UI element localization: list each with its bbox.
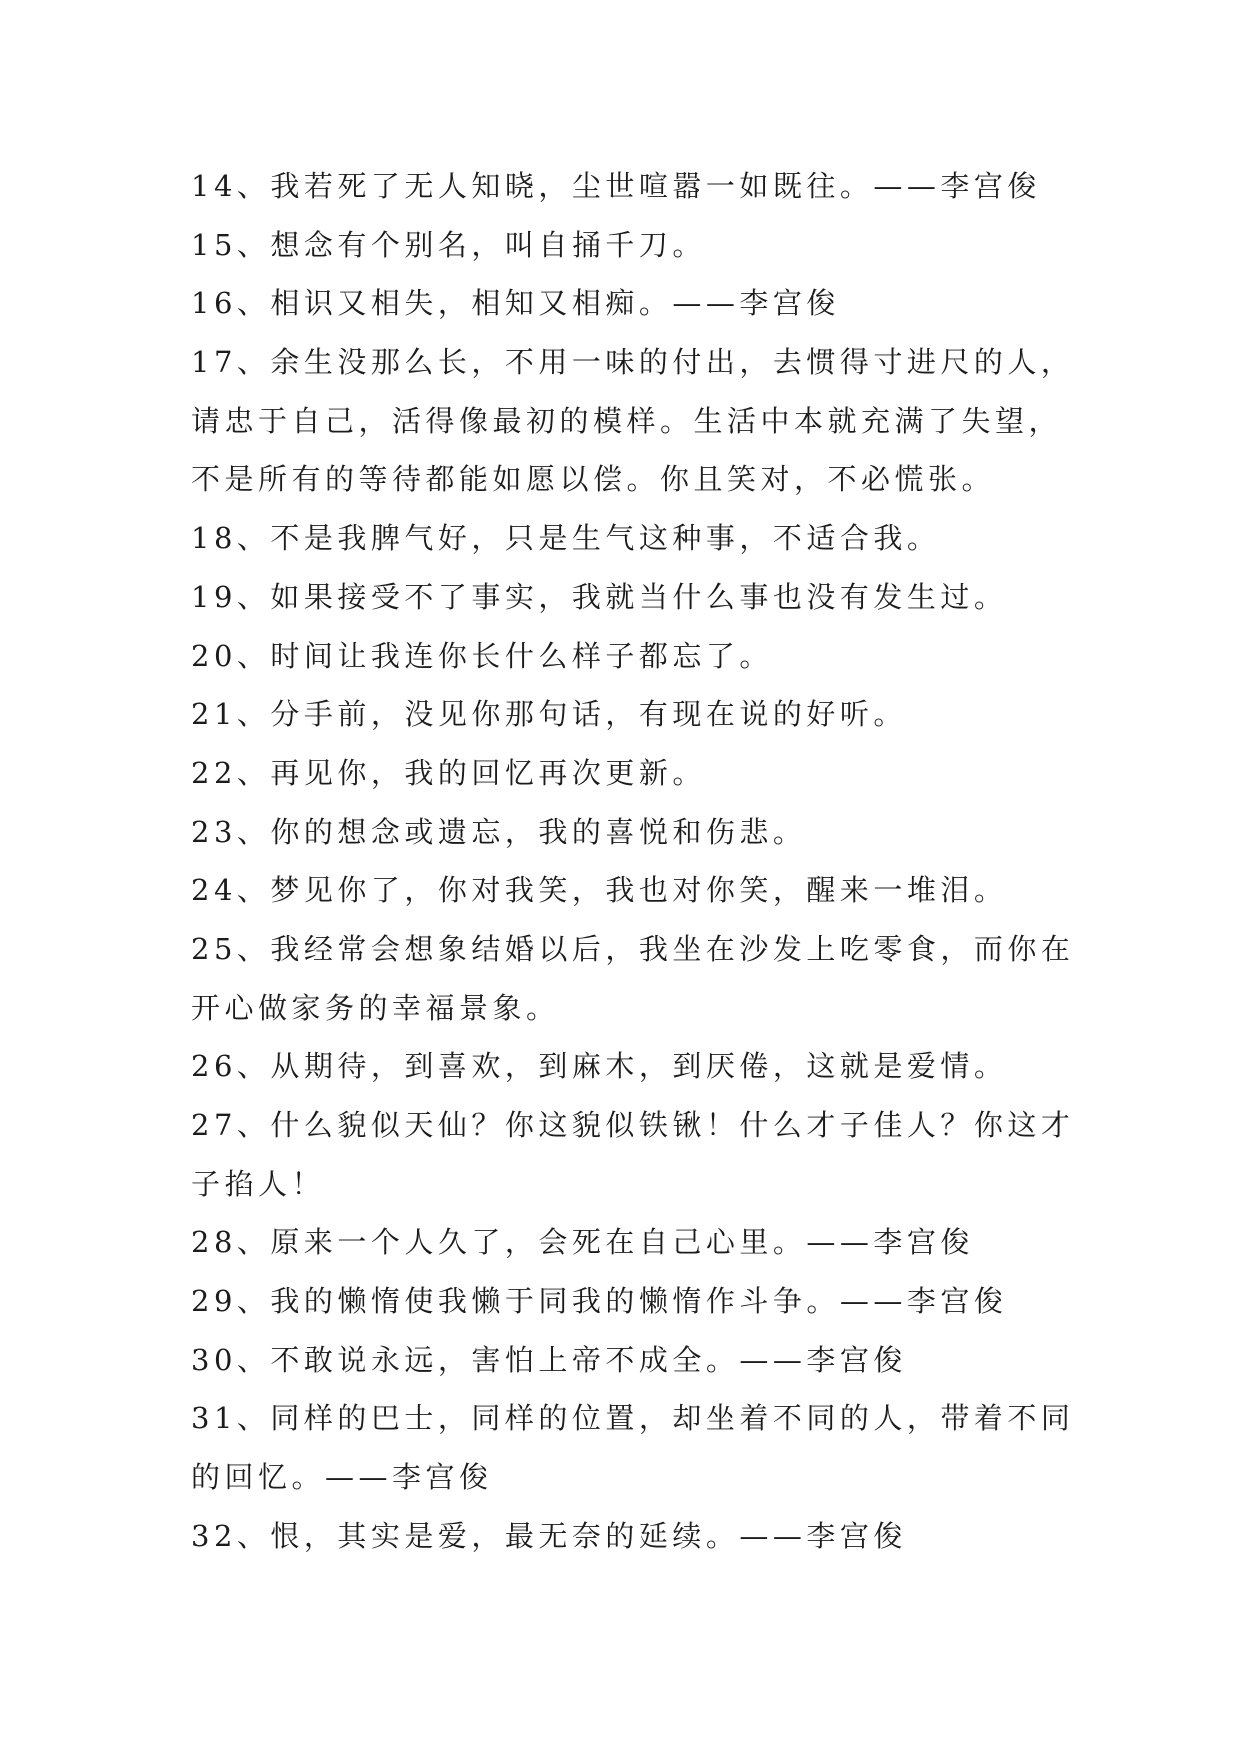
quote-item-28: [191, 1213, 1191, 1272]
quote-line: 开心做家务的幸福景象。: [191, 990, 560, 1025]
quote-item-21: [191, 685, 1191, 744]
quote-line: 32、恨，其实是爱，最无奈的延续。——李宫俊: [191, 1518, 907, 1553]
quote-line: 17、余生没那么长，不用一味的付出，去惯得寸进尺的人，: [191, 345, 1075, 380]
quote-item-17: [191, 333, 1191, 509]
quote-item-32: [191, 1507, 1191, 1566]
quote-item-30: [191, 1331, 1191, 1390]
quote-line: 21、分手前，没见你那句话，有现在说的好听。: [191, 697, 907, 732]
quote-item-27: [191, 1096, 1191, 1213]
quote-item-31: [191, 1389, 1191, 1506]
quote-line: 26、从期待，到喜欢，到麻木，到厌倦，这就是爱情。: [191, 1049, 1008, 1084]
quote-line: 的回忆。——李宫俊: [191, 1460, 493, 1495]
quote-line: 28、原来一个人久了，会死在自己心里。——李宫俊: [191, 1225, 974, 1260]
quote-line: 22、再见你，我的回忆再次更新。: [191, 755, 706, 790]
quote-line: 请忠于自己，活得像最初的模样。生活中本就充满了失望，: [191, 403, 1063, 438]
quote-line: 16、相识又相失，相知又相痴。——李宫俊: [191, 286, 840, 321]
quote-line: 30、不敢说永远，害怕上帝不成全。——李宫俊: [191, 1342, 907, 1377]
quote-item-29: [191, 1272, 1191, 1331]
quote-item-25: [191, 920, 1191, 1037]
quote-line: 24、梦见你了，你对我笑，我也对你笑，醒来一堆泪。: [191, 873, 1008, 908]
quote-line: 31、同样的巴士，同样的位置，却坐着不同的人，带着不同: [191, 1401, 1075, 1436]
quote-line: 27、什么貌似天仙？你这貌似铁锹！什么才子佳人？你这才: [191, 1108, 1075, 1142]
quote-line: 不是所有的等待都能如愿以偿。你且笑对，不必慌张。: [191, 462, 996, 497]
quote-line: 15、想念有个别名，叫自捅千刀。: [191, 227, 706, 262]
quote-line: 14、我若死了无人知晓，尘世喧嚣一如既往。——李宫俊: [191, 169, 1041, 203]
quote-item-22: [191, 744, 1191, 803]
quote-item-14: [191, 157, 1191, 216]
quote-item-26: [191, 1037, 1191, 1096]
quote-line: 29、我的懒惰使我懒于同我的懒惰作斗争。——李宫俊: [191, 1284, 1008, 1319]
quote-item-18: [191, 509, 1191, 568]
quote-line: 子掐人！: [191, 1166, 326, 1201]
quote-line: 19、如果接受不了事实，我就当什么事也没有发生过。: [191, 579, 1008, 614]
quote-line: 23、你的想念或遗忘，我的喜悦和伤悲。: [191, 814, 807, 849]
quote-item-20: [191, 627, 1191, 686]
quote-item-24: [191, 861, 1191, 920]
quote-list: [191, 157, 1191, 1566]
quote-line: 18、不是我脾气好，只是生气这种事，不适合我。: [191, 521, 941, 556]
quote-item-23: [191, 803, 1191, 862]
quote-line: 20、时间让我连你长什么样子都忘了。: [191, 638, 773, 673]
quote-item-19: [191, 568, 1191, 627]
quote-line: 25、我经常会想象结婚以后，我坐在沙发上吃零食，而你在: [191, 931, 1075, 966]
quote-item-16: [191, 274, 1191, 333]
quote-item-15: [191, 216, 1191, 275]
